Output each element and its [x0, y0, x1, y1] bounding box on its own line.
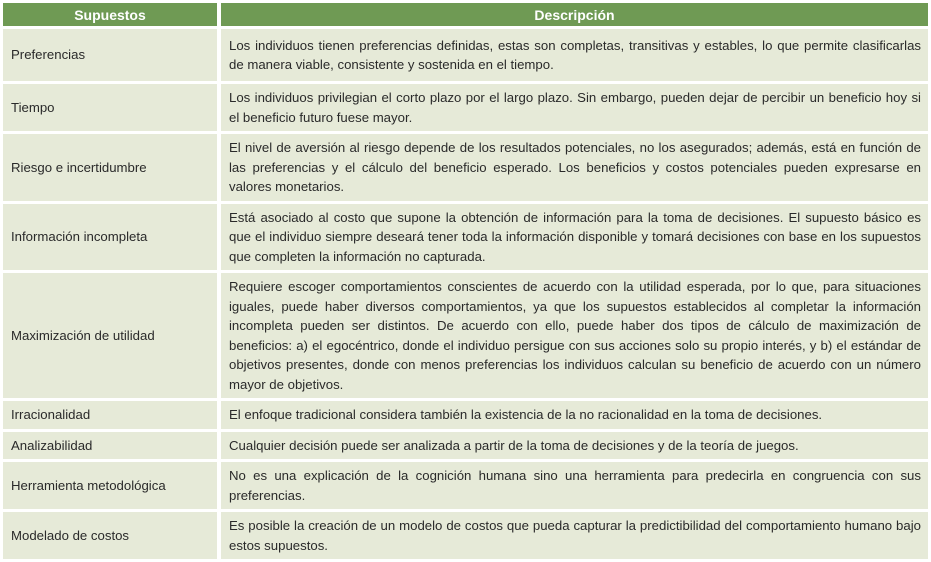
row-term: Información incompleta: [3, 204, 221, 271]
table-row: [3, 134, 928, 201]
table-row: [3, 29, 928, 81]
row-term: Analizabilidad: [3, 432, 221, 460]
table-row: [3, 204, 928, 271]
row-term: Modelado de costos: [3, 512, 221, 559]
row-description: Cualquier decisión puede ser analizada a partir de la toma de decisiones y de la teoría de juegos.: [221, 432, 928, 460]
table-row: [3, 84, 928, 131]
row-term: Preferencias: [3, 29, 221, 81]
row-term: Herramienta metodológica: [3, 462, 221, 509]
header-descripcion: Descripción: [221, 3, 928, 26]
table-row: [3, 401, 928, 429]
table-row: [3, 512, 928, 559]
table-row: [3, 273, 928, 398]
row-description: Requiere escoger comportamientos conscientes de acuerdo con la utilidad esperada, por lo que, para situaciones iguales, puede haber diversos comportamientos, ya que los supuestos establecidos al completar la información incompleta pueden ser distintos. De acuerdo con ello, puede haber dos tipos de cálculo de maximización de beneficios: a) el egocéntrico, donde el individuo persigue con sus acciones solo su propio interés, y b) el estándar de objetivos presentes, donde con menos preferencias los individuos calculan su beneficio de acuerdo con un número mayor de objetivos.: [221, 273, 928, 398]
header-row: [3, 3, 928, 26]
table-row: [3, 432, 928, 460]
row-description: Está asociado al costo que supone la obtención de información para la toma de decisiones. El supuesto básico es que el individuo siempre deseará tener toda la información disponible y tomará decisiones con base en los supuestos que completen la información no capturada.: [221, 204, 928, 271]
row-term: Tiempo: [3, 84, 221, 131]
row-description: El enfoque tradicional considera también la existencia de la no racionalidad en la toma de decisiones.: [221, 401, 928, 429]
table-row: [3, 462, 928, 509]
row-term: Riesgo e incertidumbre: [3, 134, 221, 201]
row-description: El nivel de aversión al riesgo depende de los resultados potenciales, no los asegurados; además, está en función de las preferencias y el cálculo del beneficio esperado. Los beneficios y costos potenciales pueden expresarse en valores monetarios.: [221, 134, 928, 201]
row-description: Los individuos privilegian el corto plazo por el largo plazo. Sin embargo, pueden dejar de percibir un beneficio hoy si el beneficio futuro fuese mayor.: [221, 84, 928, 131]
header-supuestos: Supuestos: [3, 3, 221, 26]
row-description: No es una explicación de la cognición humana sino una herramienta para predecirla en congruencia con sus preferencias.: [221, 462, 928, 509]
row-term: Irracionalidad: [3, 401, 221, 429]
row-term: Maximización de utilidad: [3, 273, 221, 398]
row-description: Es posible la creación de un modelo de costos que pueda capturar la predictibilidad del comportamiento humano bajo estos supuestos.: [221, 512, 928, 559]
assumptions-table: [3, 0, 928, 562]
row-description: Los individuos tienen preferencias definidas, estas son completas, transitivas y estables, lo que permite clasificarlas de manera viable, consistente y sostenida en el tiempo.: [221, 29, 928, 81]
